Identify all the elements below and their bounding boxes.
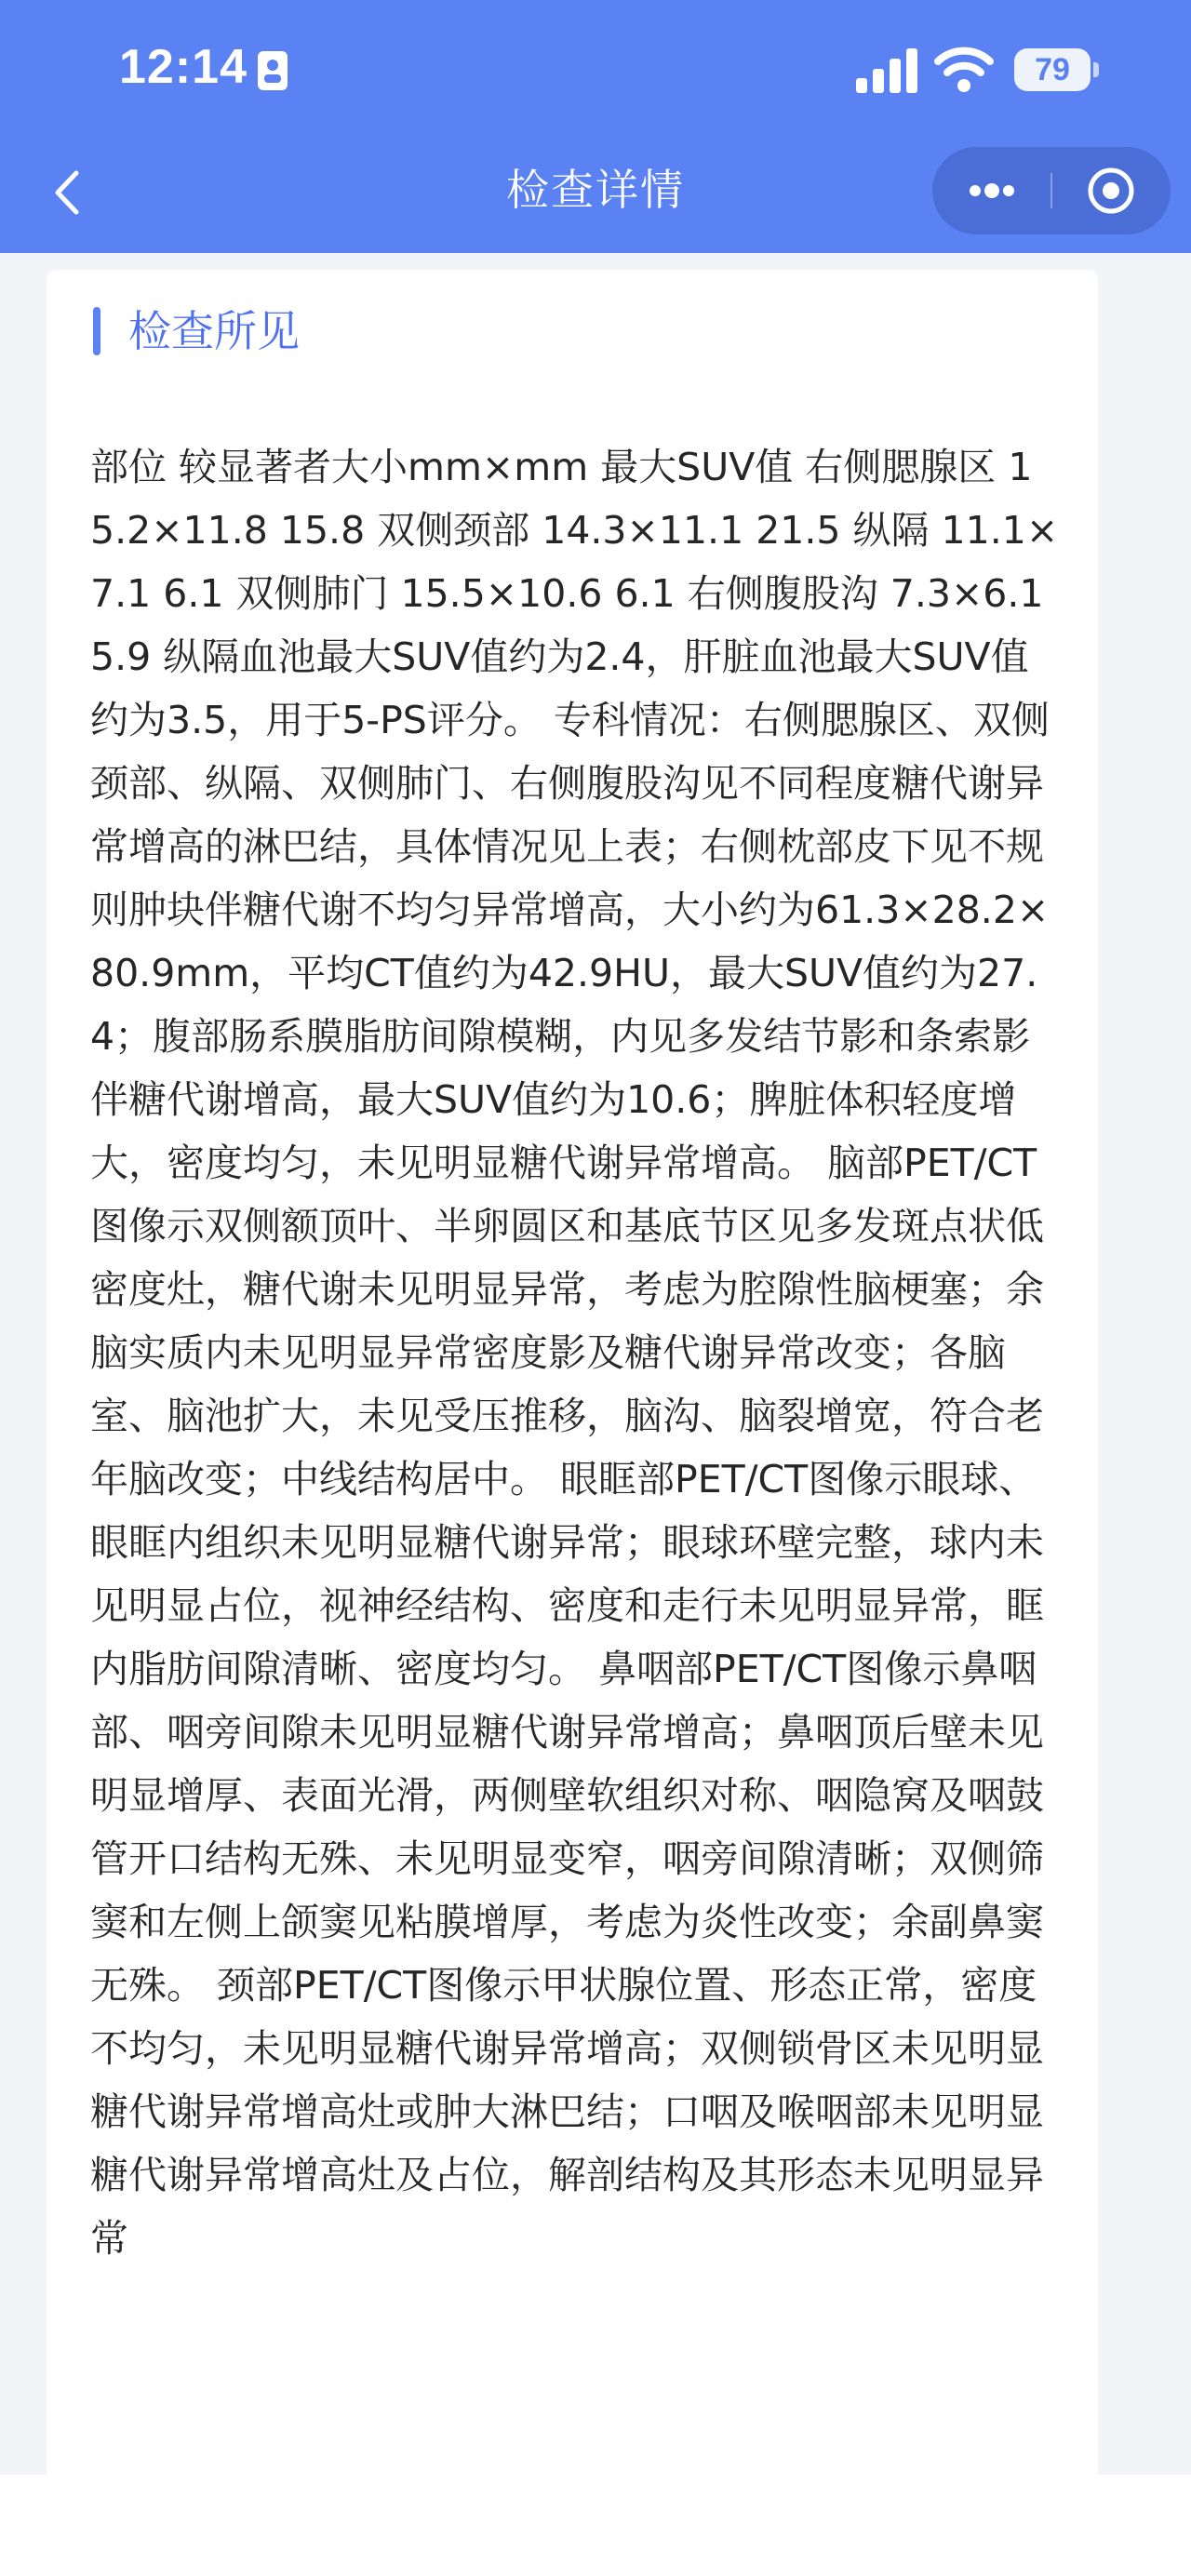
nav-bar bbox=[0, 140, 1191, 253]
findings-card bbox=[47, 270, 1098, 2503]
battery-tip bbox=[1093, 62, 1099, 77]
mini-program-capsule bbox=[932, 147, 1171, 234]
battery-level: 79 bbox=[1014, 48, 1091, 91]
section-title: 检查所见 bbox=[128, 306, 300, 356]
target-circle-icon[interactable] bbox=[1051, 147, 1171, 234]
back-chevron-icon[interactable] bbox=[37, 160, 102, 225]
battery-indicator bbox=[1014, 48, 1100, 91]
status-time: 12:14 bbox=[119, 40, 248, 94]
status-bar bbox=[0, 0, 1191, 140]
wifi-icon bbox=[934, 45, 994, 93]
more-dots-icon[interactable] bbox=[932, 147, 1051, 234]
page-title: 检查详情 bbox=[506, 165, 685, 215]
header bbox=[0, 0, 1191, 253]
bottom-area bbox=[0, 2475, 1191, 2576]
section-accent-bar bbox=[93, 307, 100, 355]
id-card-icon bbox=[257, 50, 288, 91]
signal-icon bbox=[854, 48, 921, 93]
findings-text: 部位 较显著者大小mm×mm 最大SUV值 右侧腮腺区 15.2×11.8 15.8 双侧颈部 14.3×11.1 21.5 纵隔 11.1×7.1 6.1 双侧肺门 15.5×10.6 6.1 右侧腹股沟 7.3×6.1 5.9 纵隔血池最大SUV值约为2.4，肝脏血池最大SUV值约为3.5，用于5-PS评分。 专科情况：右侧腮腺区、双侧颈部、纵隔、双侧肺门、右侧腹股沟见不同程度糖代谢异常增高的淋巴结，具体情况见上表；右侧枕部皮下见不规则肿块伴糖代谢不均匀异常增高，大小约为61.3×28.2×80.9mm，平均CT值约为42.9HU，最大SUV值约为27.4；腹部肠系膜脂肪间隙模糊，内见多发结节影和条索影伴糖代谢增高，最大SUV值约为10.6；脾脏体积轻度增大，密度均匀，未见明显糖代谢异常增高。 脑部PET/CT图像示双侧额顶叶、半卵圆区和基底节区见多发斑点状低密度灶，糖代谢未见明显异常，考虑为腔隙性脑梗塞；余脑实质内未见明显异常密度影及糖代谢异常改变；各脑室、脑池扩大，未见受压推移，脑沟、脑裂增宽，符合老年脑改变；中线结构居中。 眼眶部PET/CT图像示眼球、眼眶内组织未见明显糖代谢异常；眼球环壁完整，球内未见明显占位，视神经结构、密度和走行未见明显异常，眶内脂肪间隙清晰、密度均匀。 鼻咽部PET/CT图像示鼻咽部、咽旁间隙未见明显糖代谢异常增高；鼻咽顶后壁未见明显增厚、表面光滑，两侧壁软组织对称、咽隐窝及咽鼓管开口结构无殊、未见明显变窄，咽旁间隙清晰；双侧筛窦和左侧上颌窦见粘膜增厚，考虑为炎性改变；余副鼻窦无殊。 颈部PET/CT图像示甲状腺位置、形态正常，密度不均匀，未见明显糖代谢异常增高；双侧锁骨区未见明显糖代谢异常增高灶或肿大淋巴结；口咽及喉咽部未见明显糖代谢异常增高灶及占位，解剖结构及其形态未见明显异常 bbox=[90, 445, 1059, 2261]
